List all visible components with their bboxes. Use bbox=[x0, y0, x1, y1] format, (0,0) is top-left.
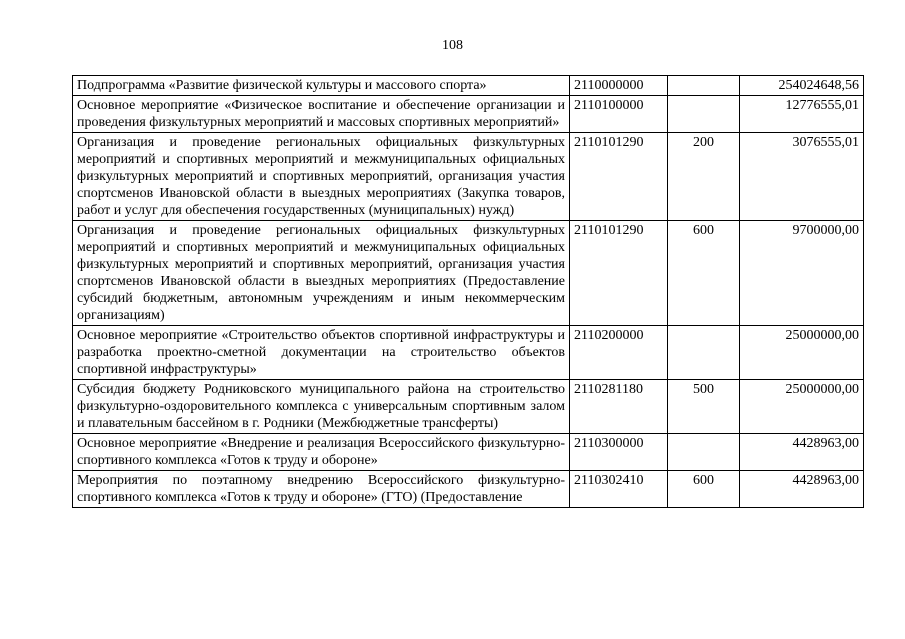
row-expense-type: 500 bbox=[668, 380, 740, 434]
row-expense-type: 200 bbox=[668, 133, 740, 221]
row-code: 2110101290 bbox=[570, 133, 668, 221]
row-amount: 9700000,00 bbox=[740, 221, 864, 326]
row-description: Подпрограмма «Развитие физической культуры и массового спорта» bbox=[73, 76, 570, 96]
table-row bbox=[73, 221, 864, 326]
row-description bbox=[73, 471, 570, 508]
page-number: 108 bbox=[442, 38, 463, 53]
row-description: Основное мероприятие «Строительство объектов спортивной инфраструктуры и разработка проектно-сметной документации на строительство объектов спортивной инфраструктуры» bbox=[73, 326, 570, 380]
row-amount: 3076555,01 bbox=[740, 133, 864, 221]
row-code: 2110302410 bbox=[570, 471, 668, 508]
budget-table bbox=[72, 75, 864, 508]
table-row bbox=[73, 471, 864, 508]
table-row bbox=[73, 133, 864, 221]
row-expense-type: 600 bbox=[668, 221, 740, 326]
row-expense-type bbox=[668, 96, 740, 133]
row-description-text: Мероприятия по поэтапному внедрению Всероссийского физкультурно-спортивного комплекса «Готов к труду и обороне» (ГТО) (Предоставление bbox=[77, 473, 565, 505]
row-expense-type: 600 bbox=[668, 471, 740, 508]
table-row bbox=[73, 76, 864, 96]
row-description: Основное мероприятие «Физическое воспитание и обеспечение организации и проведения физкультурных мероприятий и массовых спортивных мероприятий» bbox=[73, 96, 570, 133]
row-code: 2110100000 bbox=[570, 96, 668, 133]
row-amount: 254024648,56 bbox=[740, 76, 864, 96]
row-code: 2110200000 bbox=[570, 326, 668, 380]
row-expense-type bbox=[668, 76, 740, 96]
table-row bbox=[73, 326, 864, 380]
row-description: Организация и проведение региональных официальных физкультурных мероприятий и спортивных мероприятий и межмуниципальных официальных физкультурных мероприятий и спортивных мероприятий, организация участия спортсменов Ивановской области в выездных мероприятиях (Предоставление субсидий бюджетным, автономным учреждениям и иным некоммерческим организациям) bbox=[73, 221, 570, 326]
row-description: Организация и проведение региональных официальных физкультурных мероприятий и спортивных мероприятий и межмуниципальных официальных физкультурных мероприятий и спортивных мероприятий, организация участия спортсменов Ивановской области в выездных мероприятиях (Закупка товаров, работ и услуг для обеспечения государственных (муниципальных) нужд) bbox=[73, 133, 570, 221]
row-amount: 12776555,01 bbox=[740, 96, 864, 133]
table-row bbox=[73, 434, 864, 471]
row-code: 2110281180 bbox=[570, 380, 668, 434]
row-description: Основное мероприятие «Внедрение и реализация Всероссийского физкультурно-спортивного комплекса «Готов к труду и обороне» bbox=[73, 434, 570, 471]
row-amount: 4428963,00 bbox=[740, 434, 864, 471]
row-expense-type bbox=[668, 326, 740, 380]
row-code: 2110101290 bbox=[570, 221, 668, 326]
row-amount: 25000000,00 bbox=[740, 326, 864, 380]
row-description: Субсидия бюджету Родниковского муниципального района на строительство физкультурно-оздоровительного комплекса с универсальным спортивным залом и плавательным бассейном в г. Родники (Межбюджетные трансферты) bbox=[73, 380, 570, 434]
row-amount: 4428963,00 bbox=[740, 471, 864, 508]
table-row bbox=[73, 380, 864, 434]
row-code: 2110000000 bbox=[570, 76, 668, 96]
row-expense-type bbox=[668, 434, 740, 471]
table-row bbox=[73, 96, 864, 133]
row-code: 2110300000 bbox=[570, 434, 668, 471]
row-amount: 25000000,00 bbox=[740, 380, 864, 434]
